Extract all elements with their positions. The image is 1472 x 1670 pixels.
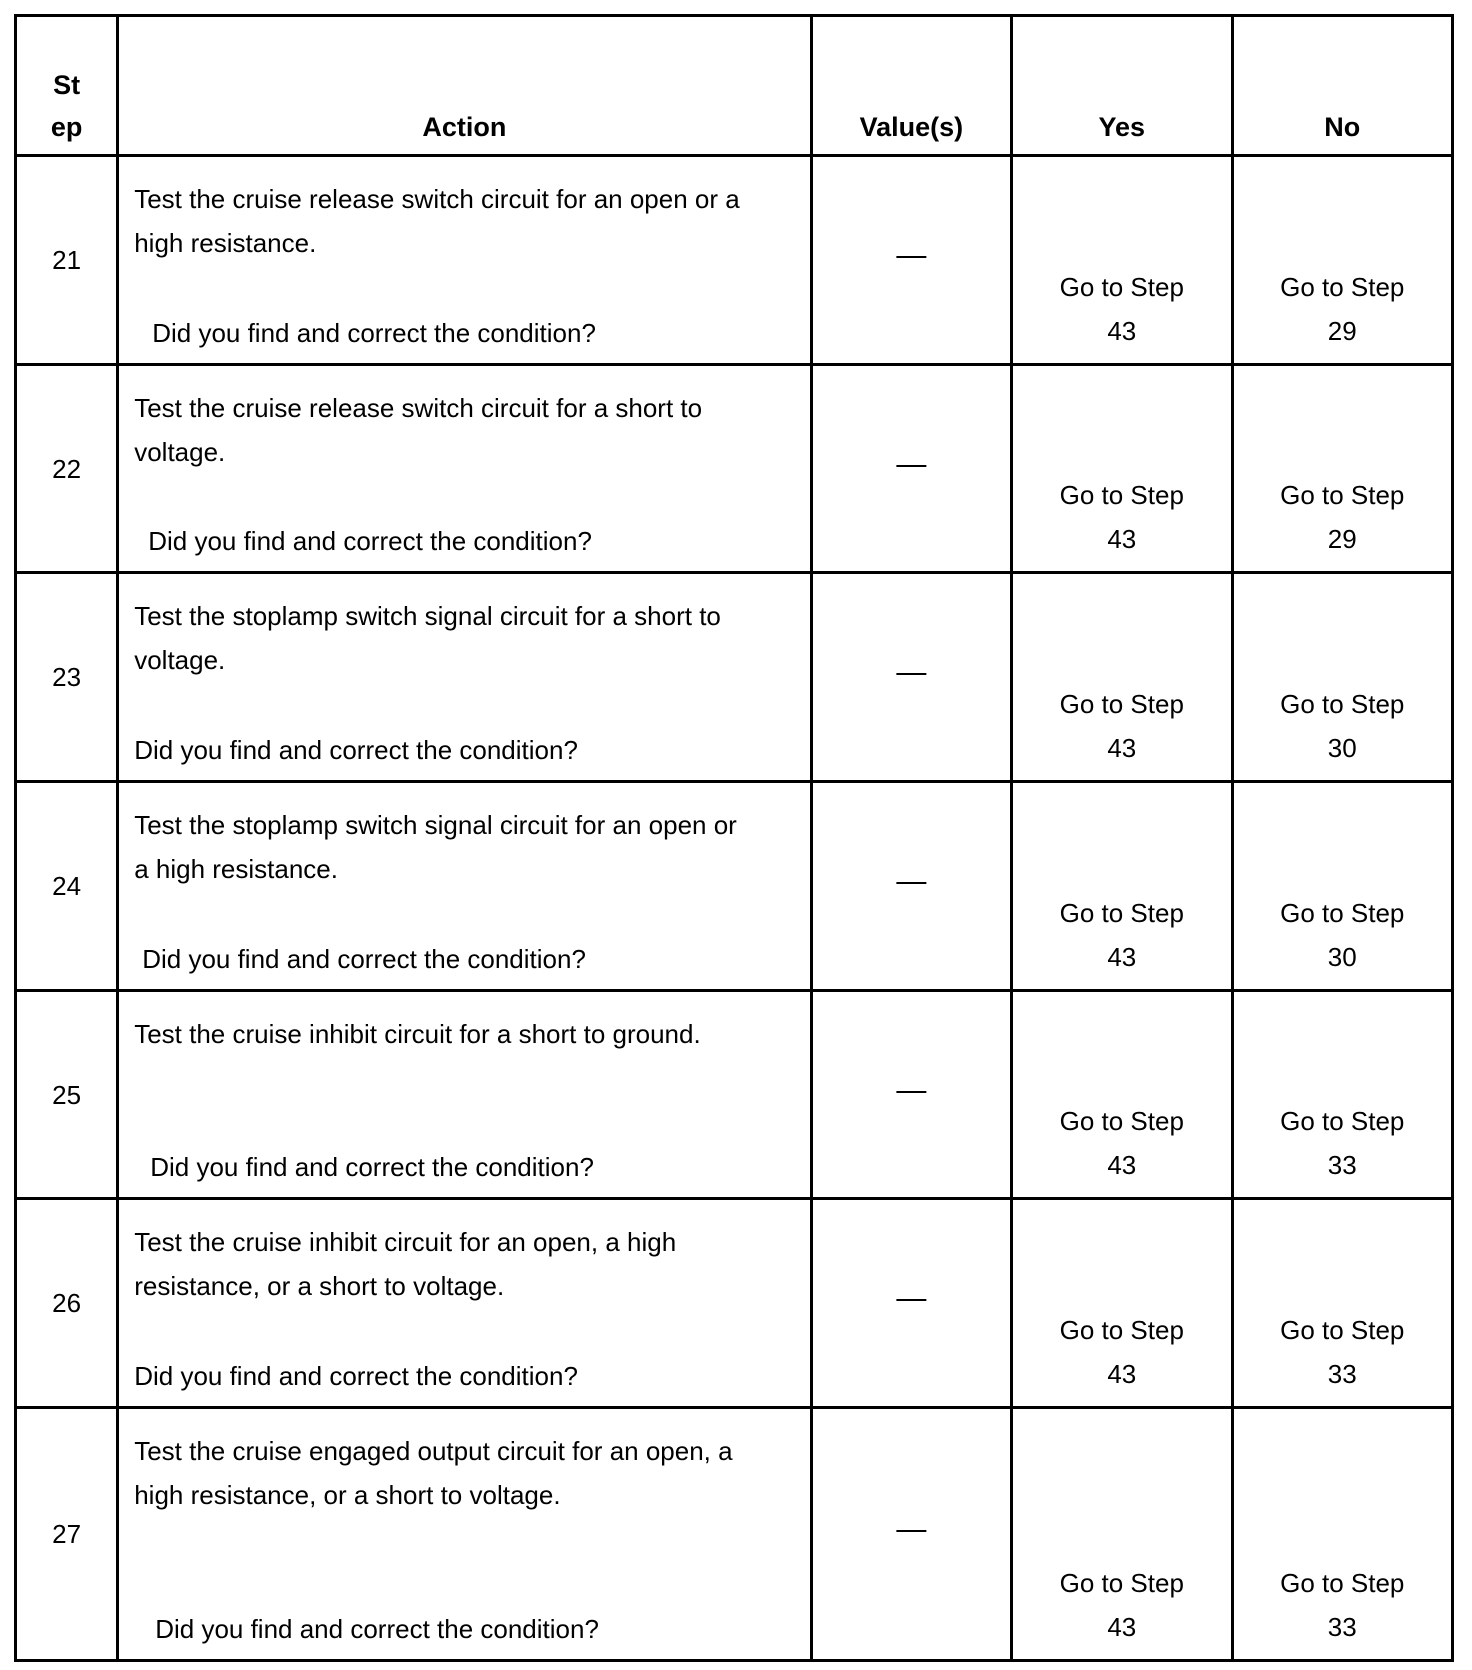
table-row bbox=[16, 573, 1453, 782]
no-goto-label: Go to Step bbox=[1280, 480, 1405, 511]
header-row bbox=[16, 16, 1453, 156]
yes-goto-step: 43 bbox=[1107, 1359, 1137, 1390]
action-question: Did you find and correct the condition? bbox=[150, 1152, 594, 1183]
step-number: 21 bbox=[52, 244, 82, 275]
step-number: 23 bbox=[52, 662, 82, 693]
action-question: Did you find and correct the condition? bbox=[152, 317, 596, 348]
table-row bbox=[16, 1408, 1453, 1661]
yes-goto-label: Go to Step bbox=[1059, 480, 1184, 511]
action-cell bbox=[118, 364, 811, 573]
yes-goto-step: 43 bbox=[1107, 1612, 1137, 1642]
step-number: 27 bbox=[52, 1519, 82, 1550]
yes-cell bbox=[1012, 1408, 1232, 1661]
no-cell bbox=[1232, 1408, 1453, 1661]
no-cell bbox=[1232, 573, 1453, 782]
action-text: Test the cruise release switch circuit for an open or a high resistance. bbox=[134, 184, 740, 258]
yes-goto-step: 43 bbox=[1107, 524, 1137, 555]
no-goto-step: 29 bbox=[1327, 524, 1357, 555]
value-text: — bbox=[896, 1512, 927, 1546]
header-yes: Yes bbox=[1012, 16, 1232, 156]
value-cell bbox=[811, 364, 1011, 573]
action-cell bbox=[118, 782, 811, 991]
value-text: — bbox=[896, 447, 927, 481]
no-cell bbox=[1232, 156, 1453, 365]
no-goto-label: Go to Step bbox=[1280, 1315, 1405, 1346]
step-cell bbox=[16, 990, 118, 1199]
yes-goto-step: 43 bbox=[1107, 1150, 1137, 1181]
table-row bbox=[16, 364, 1453, 573]
step-number: 26 bbox=[52, 1288, 82, 1319]
value-text: — bbox=[896, 1073, 927, 1107]
value-cell bbox=[811, 156, 1011, 365]
value-text: — bbox=[896, 655, 927, 689]
action-text: Test the cruise engaged output circuit for an open, a high resistance, or a short to voltage. bbox=[134, 1436, 733, 1511]
action-cell bbox=[118, 1199, 811, 1408]
action-text: Test the cruise release switch circuit for a short to voltage. bbox=[134, 392, 703, 467]
action-cell bbox=[118, 156, 811, 365]
yes-cell bbox=[1012, 1199, 1232, 1408]
action-cell bbox=[118, 1408, 811, 1661]
action-cell bbox=[118, 573, 811, 782]
header-no: No bbox=[1232, 16, 1453, 156]
value-cell bbox=[811, 1199, 1011, 1408]
action-question: Did you find and correct the condition? bbox=[155, 1614, 599, 1644]
value-cell bbox=[811, 990, 1011, 1199]
no-goto-step: 33 bbox=[1327, 1150, 1357, 1181]
header-step: Step bbox=[16, 16, 118, 156]
header-values: Value(s) bbox=[811, 16, 1011, 156]
step-cell bbox=[16, 1408, 118, 1661]
header-action: Action bbox=[118, 16, 811, 156]
action-text: Test the stoplamp switch signal circuit for an open or a high resistance. bbox=[134, 810, 737, 885]
no-goto-step: 29 bbox=[1327, 315, 1357, 346]
no-cell bbox=[1232, 990, 1453, 1199]
no-goto-step: 30 bbox=[1327, 733, 1357, 764]
table-row bbox=[16, 990, 1453, 1199]
action-text: Test the cruise inhibit circuit for a short to ground. bbox=[134, 1018, 701, 1049]
action-question: Did you find and correct the condition? bbox=[134, 735, 578, 766]
action-question: Did you find and correct the condition? bbox=[148, 526, 592, 557]
yes-cell bbox=[1012, 573, 1232, 782]
yes-cell bbox=[1012, 990, 1232, 1199]
step-number: 24 bbox=[52, 870, 82, 901]
step-cell bbox=[16, 1199, 118, 1408]
value-text: — bbox=[896, 864, 927, 898]
no-goto-step: 33 bbox=[1327, 1612, 1357, 1642]
yes-cell bbox=[1012, 364, 1232, 573]
value-cell bbox=[811, 1408, 1011, 1661]
yes-goto-step: 43 bbox=[1107, 315, 1137, 346]
yes-goto-label: Go to Step bbox=[1059, 689, 1184, 720]
action-cell bbox=[118, 990, 811, 1199]
value-text: — bbox=[896, 1281, 927, 1315]
value-cell bbox=[811, 782, 1011, 991]
no-goto-label: Go to Step bbox=[1280, 271, 1405, 302]
yes-goto-step: 43 bbox=[1107, 941, 1137, 972]
no-goto-step: 33 bbox=[1327, 1359, 1357, 1390]
no-cell bbox=[1232, 1199, 1453, 1408]
step-cell bbox=[16, 573, 118, 782]
yes-goto-label: Go to Step bbox=[1059, 1106, 1184, 1137]
action-question: Did you find and correct the condition? bbox=[134, 1361, 578, 1392]
table-row bbox=[16, 1199, 1453, 1408]
yes-goto-label: Go to Step bbox=[1059, 271, 1184, 302]
no-goto-step: 30 bbox=[1327, 941, 1357, 972]
action-text: Test the cruise inhibit circuit for an open, a high resistance, or a short to voltage. bbox=[134, 1227, 677, 1302]
no-cell bbox=[1232, 364, 1453, 573]
step-cell bbox=[16, 364, 118, 573]
yes-goto-label: Go to Step bbox=[1059, 1568, 1184, 1598]
action-text: Test the stoplamp switch signal circuit for a short to voltage. bbox=[134, 601, 721, 676]
step-number: 22 bbox=[52, 453, 82, 484]
action-question: Did you find and correct the condition? bbox=[142, 943, 586, 974]
table-row bbox=[16, 782, 1453, 991]
yes-goto-label: Go to Step bbox=[1059, 1315, 1184, 1346]
step-number: 25 bbox=[52, 1079, 82, 1110]
value-cell bbox=[811, 573, 1011, 782]
diagnostic-table bbox=[14, 14, 1454, 1662]
no-goto-label: Go to Step bbox=[1280, 897, 1405, 928]
step-cell bbox=[16, 782, 118, 991]
value-text: — bbox=[896, 238, 927, 272]
no-goto-label: Go to Step bbox=[1280, 689, 1405, 720]
no-goto-label: Go to Step bbox=[1280, 1106, 1405, 1137]
step-cell bbox=[16, 156, 118, 365]
yes-goto-step: 43 bbox=[1107, 733, 1137, 764]
no-cell bbox=[1232, 782, 1453, 991]
no-goto-label: Go to Step bbox=[1280, 1568, 1405, 1598]
table-row bbox=[16, 156, 1453, 365]
yes-goto-label: Go to Step bbox=[1059, 897, 1184, 928]
yes-cell bbox=[1012, 782, 1232, 991]
yes-cell bbox=[1012, 156, 1232, 365]
